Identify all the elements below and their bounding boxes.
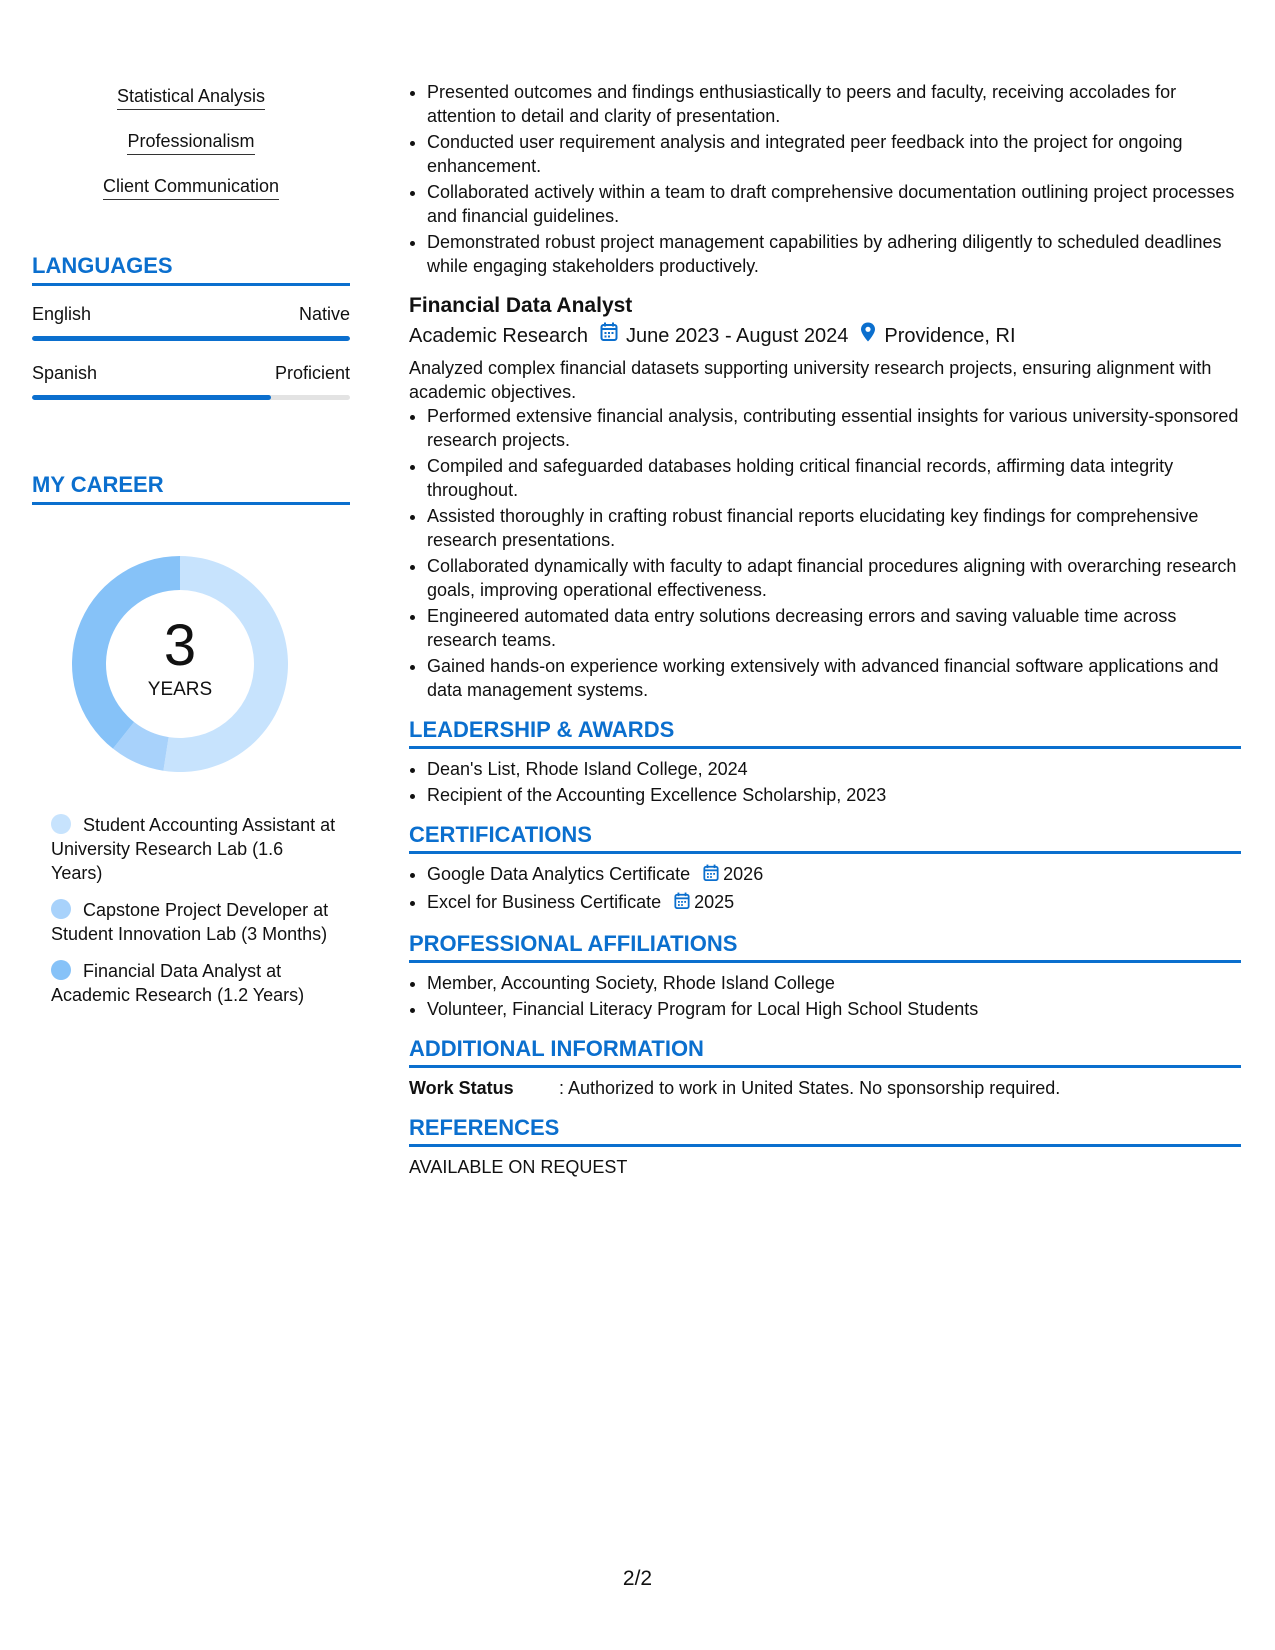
bullet-item: • Collaborated actively within a team to draft comprehensive documentation outlining project processes and financial guidelines. (427, 180, 1241, 228)
career-section (32, 472, 350, 1007)
awards-section (409, 718, 1241, 807)
bullet-item: • Conducted user requirement analysis and integrated peer feedback into the project for ongoing enhancement. (427, 130, 1241, 178)
bullet-item: • Compiled and safeguarded databases holding critical financial records, affirming data integrity throughout. (427, 454, 1241, 502)
affiliation-item: • Volunteer, Financial Literacy Program for Local High School Students (427, 997, 1241, 1021)
page-number: 2/2 (622, 1567, 653, 1590)
references-section (409, 1116, 1241, 1179)
legend-label: Capstone Project Developer at Student Innovation Lab (3 Months) (51, 900, 329, 944)
legend-dot-icon (51, 960, 71, 980)
skill-item: Professionalism (127, 129, 254, 155)
sidebar (32, 84, 350, 1020)
legend-item (51, 959, 336, 1007)
certification-year: 2025 (694, 892, 735, 912)
language-level: Proficient (274, 363, 350, 383)
award-item: • Recipient of the Accounting Excellence Scholarship, 2023 (427, 783, 1241, 807)
certification-item (427, 862, 1241, 888)
awards-heading: LEADERSHIP & AWARDS (409, 718, 1241, 749)
language-bar (32, 395, 350, 400)
affiliation-item: • Member, Accounting Society, Rhode Island College (427, 971, 1241, 995)
location-pin-icon (860, 322, 876, 350)
skill-item: Client Communication (103, 174, 279, 200)
bullet-item: • Engineered automated data entry solutions decreasing errors and saving valuable time across research teams. (427, 604, 1241, 652)
certification-name: Google Data Analytics Certificate (427, 864, 691, 884)
legend-item (51, 813, 336, 885)
career-heading: MY CAREER (32, 472, 350, 505)
language-name: Spanish (32, 363, 98, 383)
job-title: Financial Data Analyst (409, 294, 633, 317)
certification-name: Excel for Business Certificate (427, 892, 662, 912)
language-bar-fill (32, 395, 271, 400)
references-heading: REFERENCES (409, 1116, 1241, 1147)
bullet-item: • Performed extensive financial analysis, contributing essential insights for various university-sponsored research projects. (427, 404, 1241, 452)
language-bar-fill (32, 336, 350, 341)
job-entry (409, 292, 1241, 702)
job-dates: June 2023 - August 2024 (625, 325, 849, 347)
calendar-icon (703, 864, 719, 888)
bullet-item: • Assisted thoroughly in crafting robust financial reports elucidating key findings for comprehensive research presentations. (427, 504, 1241, 552)
additional-info-heading: ADDITIONAL INFORMATION (409, 1037, 1241, 1068)
job-description: Analyzed complex financial datasets supporting university research projects, ensuring alignment with academic objectives. (409, 358, 1212, 402)
bullet-item: • Presented outcomes and findings enthusiastically to peers and faculty, receiving accolades for attention to detail and clarity of presentation. (427, 80, 1241, 128)
skill-item: Statistical Analysis (117, 84, 265, 110)
references-text: AVAILABLE ON REQUEST (409, 1157, 628, 1177)
legend-dot-icon (51, 899, 71, 919)
legend-label: Student Accounting Assistant at University Research Lab (1.6 Years) (51, 815, 336, 883)
language-item (32, 361, 350, 400)
donut-center-label (65, 549, 295, 779)
additional-info-section (409, 1037, 1241, 1100)
career-donut-chart (65, 549, 295, 779)
certification-item (427, 890, 1241, 916)
job-meta (409, 322, 1241, 350)
certification-year: 2026 (723, 864, 764, 884)
job-location: Providence, RI (884, 325, 1016, 347)
bullet-item: • Demonstrated robust project management capabilities by adhering diligently to scheduled deadlines while engaging stakeholders productively. (427, 230, 1241, 278)
language-bar (32, 336, 350, 341)
legend-label: Financial Data Analyst at Academic Research (1.2 Years) (51, 961, 305, 1005)
calendar-icon (600, 322, 618, 350)
legend-item (51, 898, 336, 946)
certifications-section (409, 823, 1241, 916)
language-item (32, 302, 350, 341)
career-legend (51, 813, 336, 1007)
award-item: • Dean's List, Rhode Island College, 2024 (427, 757, 1241, 781)
bullet-item: • Collaborated dynamically with faculty to adapt financial procedures aligning with overarching research goals, improving operational effectiveness. (427, 554, 1241, 602)
previous-job-bullets (409, 80, 1241, 278)
affiliations-heading: PROFESSIONAL AFFILIATIONS (409, 932, 1241, 963)
languages-heading: LANGUAGES (32, 253, 350, 286)
career-years-number: 3 (163, 613, 197, 678)
language-level: Native (298, 304, 350, 324)
work-status-value: : Authorized to work in United States. No sponsorship required. (559, 1078, 1061, 1098)
main-content (409, 80, 1241, 1179)
languages-section (32, 253, 350, 400)
language-name: English (32, 304, 92, 324)
calendar-icon (674, 892, 690, 916)
certifications-heading: CERTIFICATIONS (409, 823, 1241, 854)
job-company: Academic Research (409, 325, 588, 347)
career-years-unit: YEARS (147, 679, 213, 700)
affiliations-section (409, 932, 1241, 1021)
bullet-item: • Gained hands-on experience working extensively with advanced financial software applications and data management systems. (427, 654, 1241, 702)
legend-dot-icon (51, 814, 71, 834)
skills-list (32, 84, 350, 219)
work-status-label: Work Status (409, 1078, 514, 1098)
job-bullets (409, 404, 1241, 702)
